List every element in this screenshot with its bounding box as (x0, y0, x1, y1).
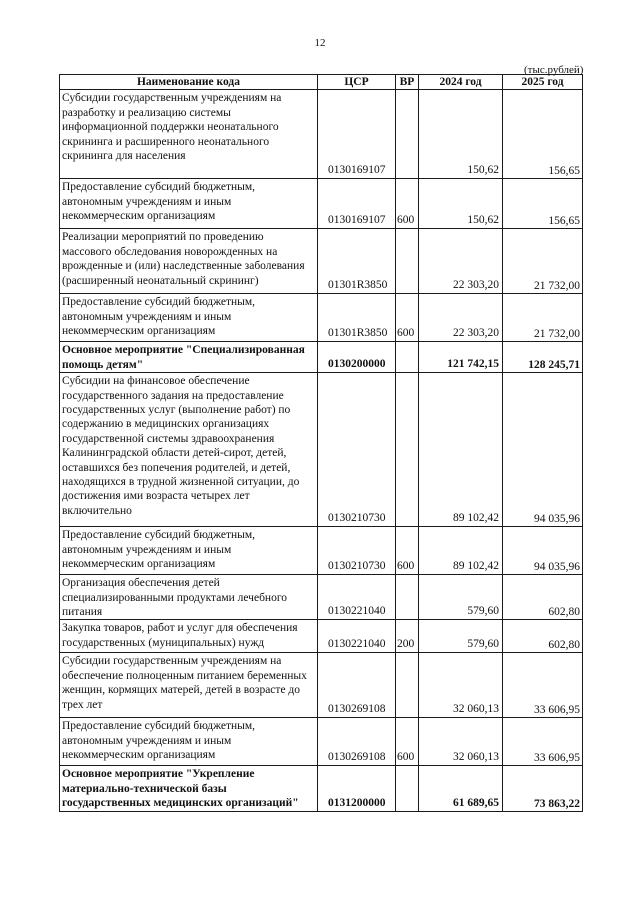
row-csr-cell: 0130221040 (318, 620, 396, 653)
budget-table (59, 74, 583, 812)
row-csr-cell: 0130269108 (318, 653, 396, 718)
row-name-cell: Закупка товаров, работ и услуг для обеспечения государственных (муниципальных) нужд (60, 620, 318, 653)
row-2025-cell: 156,65 (503, 90, 583, 179)
header-vr: ВР (396, 75, 419, 90)
table-row (60, 179, 583, 229)
row-2025-cell: 602,80 (503, 575, 583, 620)
row-name-cell: Предоставление субсидий бюджетным, автономным учреждениям и иным некоммерческим организациям (60, 718, 318, 766)
row-name-cell: Субсидии государственным учреждениям на разработку и реализацию системы информационной поддержки неонатального скрининга и расширенного неонатального скрининга для населения (60, 90, 318, 179)
table-row (60, 766, 583, 812)
row-csr-cell: 0130169107 (318, 90, 396, 179)
row-csr-cell: 0130269108 (318, 718, 396, 766)
table-row (60, 575, 583, 620)
table-row (60, 373, 583, 527)
header-name: Наименование кода (60, 75, 318, 90)
row-vr-cell: 600 (396, 718, 419, 766)
row-2024-cell: 579,60 (419, 575, 503, 620)
row-name-cell: Предоставление субсидий бюджетным, автономным учреждениям и иным некоммерческим организациям (60, 179, 318, 229)
header-2025: 2025 год (503, 75, 583, 90)
row-2025-cell: 21 732,00 (503, 294, 583, 342)
row-2025-cell: 33 606,95 (503, 653, 583, 718)
row-2025-cell: 156,65 (503, 179, 583, 229)
table-row (60, 653, 583, 718)
row-2024-cell: 32 060,13 (419, 653, 503, 718)
row-2024-cell: 22 303,20 (419, 229, 503, 294)
table-row (60, 718, 583, 766)
row-2024-cell: 121 742,15 (419, 342, 503, 373)
row-vr-cell (396, 90, 419, 179)
table-row (60, 294, 583, 342)
header-2024: 2024 год (419, 75, 503, 90)
row-2024-cell: 579,60 (419, 620, 503, 653)
row-2025-cell: 73 863,22 (503, 766, 583, 812)
row-2025-cell: 128 245,71 (503, 342, 583, 373)
row-vr-cell: 200 (396, 620, 419, 653)
table-row (60, 620, 583, 653)
row-2025-cell: 94 035,96 (503, 527, 583, 575)
row-vr-cell (396, 653, 419, 718)
row-csr-cell: 0130221040 (318, 575, 396, 620)
row-vr-cell: 600 (396, 294, 419, 342)
row-name-cell: Субсидии государственным учреждениям на обеспечение полноценным питанием беременных женщин, кормящих матерей, детей в возрасте до трех лет (60, 653, 318, 718)
row-2024-cell: 61 689,65 (419, 766, 503, 812)
row-name-cell: Предоставление субсидий бюджетным, автономным учреждениям и иным некоммерческим организациям (60, 527, 318, 575)
row-vr-cell (396, 766, 419, 812)
page-number: 12 (314, 37, 326, 49)
units-label: (тыс.рублей) (524, 64, 584, 76)
row-vr-cell: 600 (396, 179, 419, 229)
row-csr-cell: 0130169107 (318, 179, 396, 229)
row-csr-cell: 0130210730 (318, 527, 396, 575)
row-2025-cell: 94 035,96 (503, 373, 583, 527)
table-row (60, 342, 583, 373)
row-2024-cell: 89 102,42 (419, 373, 503, 527)
table-row (60, 229, 583, 294)
row-vr-cell: 600 (396, 527, 419, 575)
row-vr-cell (396, 229, 419, 294)
row-name-cell: Реализации мероприятий по проведению массового обследования новорожденных на врожденные и (или) наследственные заболевания (расширенный неонатальный скрининг) (60, 229, 318, 294)
row-csr-cell: 0130200000 (318, 342, 396, 373)
row-2024-cell: 150,62 (419, 90, 503, 179)
row-2025-cell: 21 732,00 (503, 229, 583, 294)
row-vr-cell (396, 373, 419, 527)
row-name-cell: Основное мероприятие "Специализированная помощь детям" (60, 342, 318, 373)
row-2025-cell: 602,80 (503, 620, 583, 653)
row-name-cell: Основное мероприятие "Укрепление материально-технической базы государственных медицинских организаций" (60, 766, 318, 812)
row-name-cell: Предоставление субсидий бюджетным, автономным учреждениям и иным некоммерческим организациям (60, 294, 318, 342)
row-2024-cell: 89 102,42 (419, 527, 503, 575)
table-row (60, 90, 583, 179)
row-name-cell: Организация обеспечения детей специализированными продуктами лечебного питания (60, 575, 318, 620)
table-header-row (60, 75, 583, 90)
row-2024-cell: 32 060,13 (419, 718, 503, 766)
row-vr-cell (396, 342, 419, 373)
row-name-cell: Субсидии на финансовое обеспечение государственного задания на предоставление государственных услуг (выполнение работ) по содержанию в медицинских организациях государственной системы здравоохранения Калининградской области детей-сирот, детей, оставшихся без попечения родителей, и детей, находящихся в трудной жизненной ситуации, до достижения ими возраста четырех лет включительно (60, 373, 318, 527)
row-csr-cell: 01301R3850 (318, 229, 396, 294)
row-csr-cell: 0131200000 (318, 766, 396, 812)
row-2025-cell: 33 606,95 (503, 718, 583, 766)
row-csr-cell: 0130210730 (318, 373, 396, 527)
header-csr: ЦСР (318, 75, 396, 90)
row-vr-cell (396, 575, 419, 620)
table-row (60, 527, 583, 575)
row-2024-cell: 150,62 (419, 179, 503, 229)
row-csr-cell: 01301R3850 (318, 294, 396, 342)
row-2024-cell: 22 303,20 (419, 294, 503, 342)
